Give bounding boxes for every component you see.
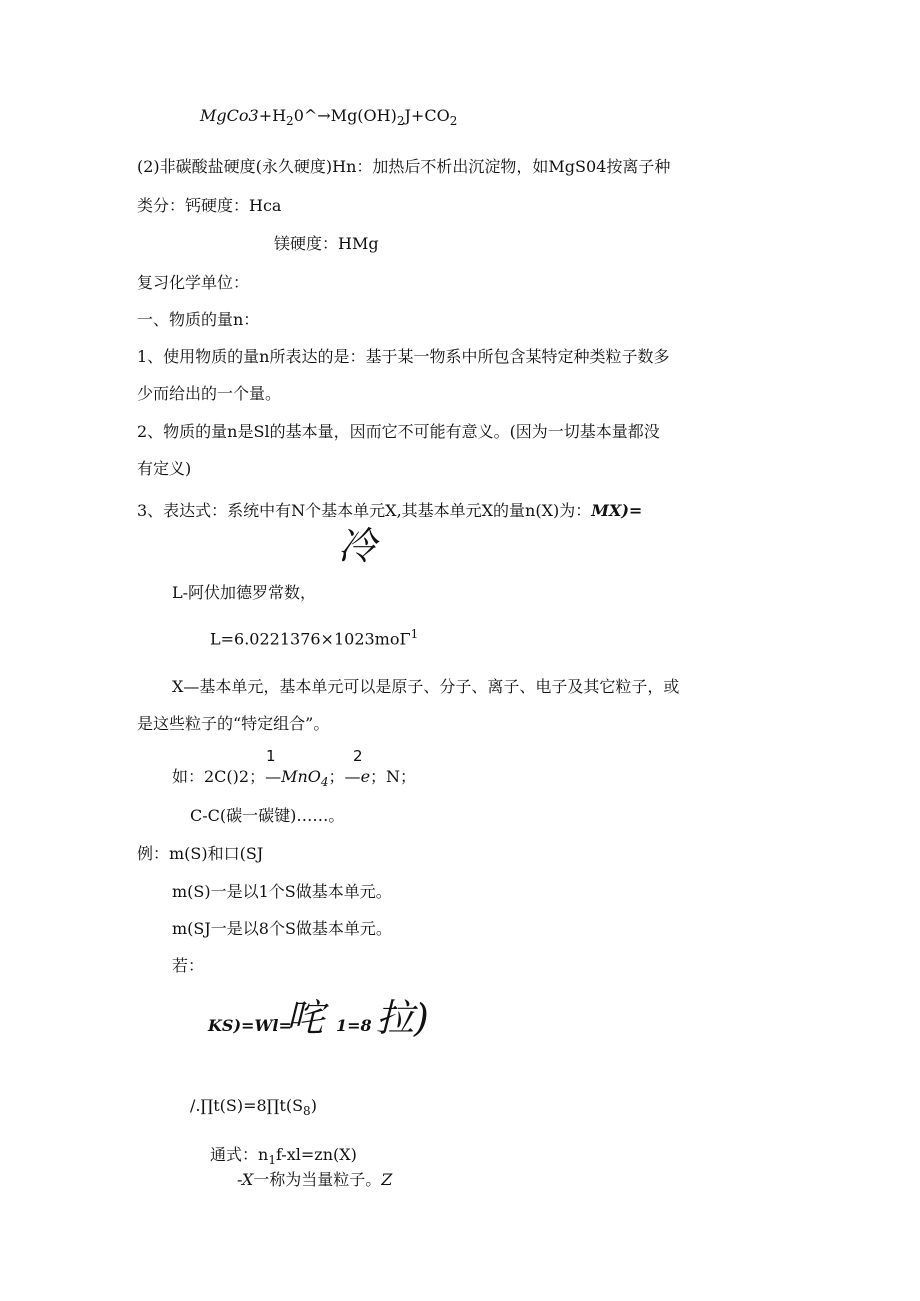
ocr-formula-fragment: 拉) bbox=[376, 996, 429, 1040]
paragraph-line: 是这些粒子的“特定组合”。 bbox=[137, 714, 330, 733]
paragraph-line: m(SJ一是以8个S做基本单元。 bbox=[172, 919, 392, 938]
formula-part: Z bbox=[381, 1170, 393, 1189]
formula-part: ) bbox=[310, 1096, 317, 1115]
subscript: 2 bbox=[449, 114, 458, 129]
paragraph-line: 类分：钙硬度：Hca bbox=[137, 196, 282, 215]
formula-part: 1=8 bbox=[336, 1016, 372, 1035]
formula-part: -X bbox=[237, 1170, 254, 1189]
text-part: ；— bbox=[328, 767, 361, 786]
section-heading: 复习化学单位： bbox=[137, 273, 250, 292]
subscript: 2 bbox=[396, 114, 405, 129]
paragraph-line: m(S)一是以1个S做基本单元。 bbox=[172, 882, 392, 901]
paragraph-line: 例：m(S)和口(SJ bbox=[137, 844, 264, 863]
ocr-formula-fragment: 冷 bbox=[338, 524, 377, 568]
equation-line-1 bbox=[200, 106, 457, 131]
formula-part: L=6.0221376×1023moΓ bbox=[210, 629, 411, 649]
formula-part: +H bbox=[258, 106, 287, 125]
formula-part: 0^→Mg(OH) bbox=[293, 106, 397, 125]
paragraph-line: 2、物质的量n是Sl的基本量，因而它不可能有意义。(因为一切基本量都没 bbox=[137, 422, 660, 441]
paragraph-line: 1、使用物质的量n所表达的是：基于某一物系中所包含某特定种类粒子数多 bbox=[137, 347, 670, 366]
text-part: 一称为当量粒子。 bbox=[253, 1170, 382, 1189]
example-line bbox=[172, 767, 416, 792]
paragraph-line: (2)非碳酸盐硬度(永久硬度)Hn：加热后不析出沉淀物，如MgS04按离子种 bbox=[137, 157, 671, 176]
paragraph-line: X—基本单元，基本单元可以是原子、分子、离子、电子及其它粒子，或 bbox=[172, 677, 680, 696]
text-part: 3、表达式：系统中有N个基本单元X,其基本单元X的量n(X)为： bbox=[137, 501, 592, 520]
formula-part: J+CO bbox=[404, 106, 450, 125]
formula-part: KS)=Wl= bbox=[208, 1016, 292, 1035]
subscript: 8 bbox=[303, 1104, 311, 1119]
text-part: ；N； bbox=[370, 767, 417, 786]
formula-part: f-xl=zn(X) bbox=[275, 1145, 357, 1164]
formula-part: /.∏t(S)=8∏t(S bbox=[190, 1096, 304, 1115]
paragraph-line: 有定义) bbox=[137, 459, 192, 478]
paragraph-line bbox=[137, 501, 642, 521]
formula-part: 通式：n bbox=[210, 1145, 269, 1164]
superscript: 1 bbox=[410, 627, 419, 641]
paragraph-line bbox=[237, 1170, 392, 1190]
paragraph-line: L-阿伏加德罗常数， bbox=[172, 583, 317, 602]
subscript: 1 bbox=[268, 1153, 276, 1168]
subscript: 4 bbox=[320, 775, 329, 790]
equation-line bbox=[210, 624, 418, 649]
text-part: 如：2C()2；— bbox=[172, 767, 282, 786]
equation-line bbox=[190, 1096, 317, 1121]
paragraph-line: 少而给出的一个量。 bbox=[137, 384, 282, 403]
formula-part: MX)= bbox=[591, 501, 643, 520]
ocr-formula-fragment: 咤 bbox=[286, 996, 325, 1040]
fraction-numerator: 2 bbox=[353, 747, 363, 765]
section-heading: 一、物质的量n： bbox=[137, 310, 260, 329]
paragraph-line: 若： bbox=[172, 956, 205, 975]
paragraph-line: 镁硬度：HMg bbox=[274, 234, 379, 253]
subscript: 2 bbox=[286, 114, 294, 129]
paragraph-line: C-C(碳一碳键)……。 bbox=[190, 806, 345, 825]
equation-line bbox=[210, 1145, 357, 1170]
formula-part: e bbox=[360, 767, 371, 786]
formula-part: MnO bbox=[281, 767, 321, 786]
formula-part: MgCo3 bbox=[200, 106, 259, 125]
fraction-numerator: 1 bbox=[266, 747, 276, 765]
